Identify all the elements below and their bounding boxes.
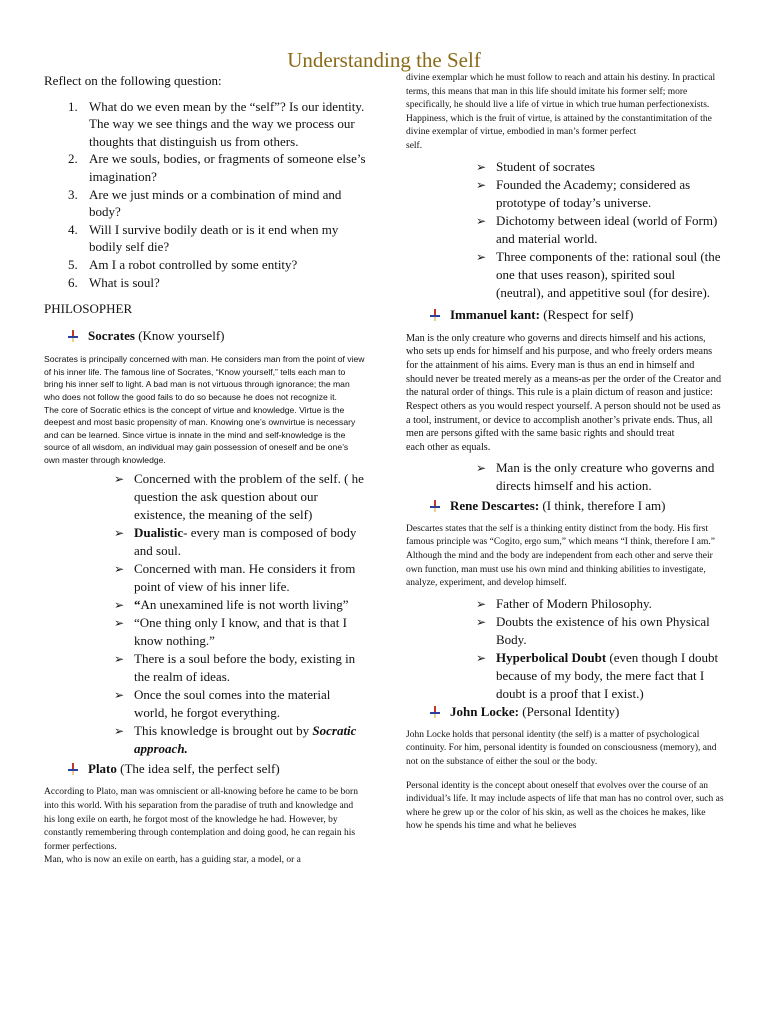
kant-paragraph: Man is the only creature who governs and directs himself and his actions, who sets up ends for himself and his purpose, and who freely orders means for the attainment of his aims. Every man is thus an end in himself and should never be treated merely as a means-as per the order of the Creator and the natural order of things. This rule is a plain dictum of reason and justice: Respect others as you would respect yourself. A person should not be used as a tool, instrument, or device to accomplish another’s private ends. Thus, all men are persons gifted with the same basic rights and should treat <box>406 332 722 440</box>
question-list <box>44 98 366 292</box>
arrow-icon: ➢ <box>114 526 125 541</box>
arrow-icon: ➢ <box>114 616 125 631</box>
descartes-bullets <box>406 595 724 703</box>
intro-text: Reflect on the following question: <box>44 73 222 88</box>
kant-heading: Immanuel kant: (Respect for self) <box>406 306 724 324</box>
list-item: 1. What do we even mean by the “self”? Is our identity. The way we see things and the way we process our thoughts that distinguish us from others. <box>68 98 365 149</box>
socrates-bullets <box>44 470 366 758</box>
left-column <box>44 72 366 868</box>
locke-paragraph-2: Personal identity is the concept about oneself that evolves over the course of an individual’s life. It may include aspects of life that man has no control over, such as where he grew up or the color of his skin, as well as the choices he makes, like how he spends his time and what he believes <box>406 780 724 832</box>
list-item: ➢ Student of socrates <box>476 158 595 174</box>
list-item: ➢ “An unexamined life is not worth living” <box>114 597 349 613</box>
list-item: ➢ There is a soul before the body, existing in the realm of ideas. <box>114 651 356 685</box>
descartes-paragraph: Descartes states that the self is a thinking entity distinct from the body. His first famous principle was “Cogito, ergo sum,” which means “I think, therefore I am.” Although the mind and the body are independent from each other and serve their own function, man must use his own mind and thinking abilities to investigate, analyze, experiment, and develop himself. <box>406 523 716 589</box>
pin-icon <box>430 309 440 321</box>
arrow-icon: ➢ <box>114 562 125 577</box>
socrates-paragraph-2: The core of Socratic ethics is the concept of virtue and knowledge. Virtue is the deepest and most basic propensity of man. Knowing one’s ownvirtue is necessary and can be learned. Since virtue is innate in the mind and self-knowledge is the source of all wisdom, an individual may gain possession of oneself and be one’s own master through knowledge. <box>44 404 356 465</box>
list-item: ➢ Hyperbolical Doubt (even though I doubt because of my body, the mere fact that I doubt is a proof that I exist.) <box>476 649 719 701</box>
list-item: ➢ Dualistic- every man is composed of body and soul. <box>114 525 357 559</box>
pin-icon <box>68 330 78 342</box>
list-item: 6. What is soul? <box>68 274 160 290</box>
list-item: ➢ Dichotomy between ideal (world of Form) and material world. <box>476 212 718 246</box>
socrates-heading: Socrates (Know yourself) <box>44 327 366 345</box>
arrow-icon: ➢ <box>114 598 125 613</box>
arrow-icon: ➢ <box>114 724 125 739</box>
list-item: ➢ Concerned with the problem of the self. ( he question the ask question about our existence, the meaning of the self) <box>114 471 364 523</box>
philosopher-heading: PHILOSOPHER <box>44 301 133 317</box>
plato-continued: divine exemplar which he must follow to reach and attain his destiny. In practical terms, this means that man in this life should imitate his former self; more specifically, he should live a life of virtue in which true human perfectionexists. Happiness, which is the fruit of virtue, is attained by the constantimitation of the divine exemplar of virtue, embodied in man’s former perfect <box>406 73 716 138</box>
arrow-icon: ➢ <box>476 213 487 228</box>
pin-icon <box>430 706 440 718</box>
arrow-icon: ➢ <box>114 688 125 703</box>
plato-heading: Plato (The idea self, the perfect self) <box>44 760 366 778</box>
arrow-icon: ➢ <box>476 249 487 264</box>
list-item: ➢ Doubts the existence of his own Physical Body. <box>476 613 710 647</box>
list-item: ➢ Once the soul comes into the material world, he forgot everything. <box>114 687 331 721</box>
kant-bullets <box>406 459 724 495</box>
socrates-paragraph-1: Socrates is principally concerned with man. He considers man from the point of view of his inner life. The famous line of Socrates, “Know yourself,” tells each man to bring his inner self to light. A bad man is not virtuous through ignorance; the man who does not follow the good fails to do so because he does not recognize it. <box>44 354 365 402</box>
plato-paragraph-2: Man, who is now an exile on earth, has a guiding star, a model, or a <box>44 855 301 866</box>
kant-paragraph-2: each other as equals. <box>406 442 491 454</box>
arrow-icon: ➢ <box>114 472 125 487</box>
arrow-icon: ➢ <box>476 650 487 665</box>
list-item: ➢ Man is the only creature who governs and directs himself and his action. <box>476 459 715 493</box>
descartes-heading: Rene Descartes: (I think, therefore I am) <box>406 497 724 515</box>
list-item: ➢ Concerned with man. He considers it from point of view of his inner life. <box>114 561 356 595</box>
list-item: ➢ Founded the Academy; considered as prototype of today’s universe. <box>476 176 691 210</box>
list-item: 3. Are we just minds or a combination of mind and body? <box>68 186 342 220</box>
list-item: ➢ “One thing only I know, and that is that I know nothing.” <box>114 615 347 649</box>
locke-heading: John Locke: (Personal Identity) <box>406 703 724 721</box>
arrow-icon: ➢ <box>476 177 487 192</box>
locke-paragraph-1: John Locke holds that personal identity (the self) is a matter of psychological continuity. For him, personal identity is founded on consciousness (memory), and not on the substance of either the soul or the body. <box>406 729 717 768</box>
plato-paragraph-1: According to Plato, man was omniscient or all-knowing before he came to be born into this world. With his separation from the paradise of truth and knowledge and his long exile on earth, he forgot most of the knowledge he had. However, by constantly remembering through contemplation and doing good, he can regain his former perfections. <box>44 787 358 852</box>
plato-continued-2: self. <box>406 140 423 151</box>
arrow-icon: ➢ <box>114 652 125 667</box>
arrow-icon: ➢ <box>476 159 487 174</box>
arrow-icon: ➢ <box>476 596 487 611</box>
arrow-icon: ➢ <box>476 460 487 475</box>
arrow-icon: ➢ <box>476 614 487 629</box>
right-column <box>406 72 724 834</box>
list-item: 4. Will I survive bodily death or is it end when my bodily self die? <box>68 221 339 255</box>
list-item: 2. Are we souls, bodies, or fragments of someone else’s imagination? <box>68 151 366 184</box>
pin-icon <box>68 763 78 775</box>
pin-icon <box>430 500 440 512</box>
list-item: 5. Am I a robot controlled by some entity? <box>68 256 298 272</box>
list-item: ➢ Three components of the: rational soul (the one that uses reason), spirited soul (neutral), and appetitive soul (for desire). <box>476 248 721 300</box>
list-item: ➢ This knowledge is brought out by Socratic approach. <box>114 723 357 757</box>
page-title: Understanding the Self <box>287 48 481 72</box>
list-item: ➢ Father of Modern Philosophy. <box>476 595 652 611</box>
plato-bullets <box>406 158 724 302</box>
